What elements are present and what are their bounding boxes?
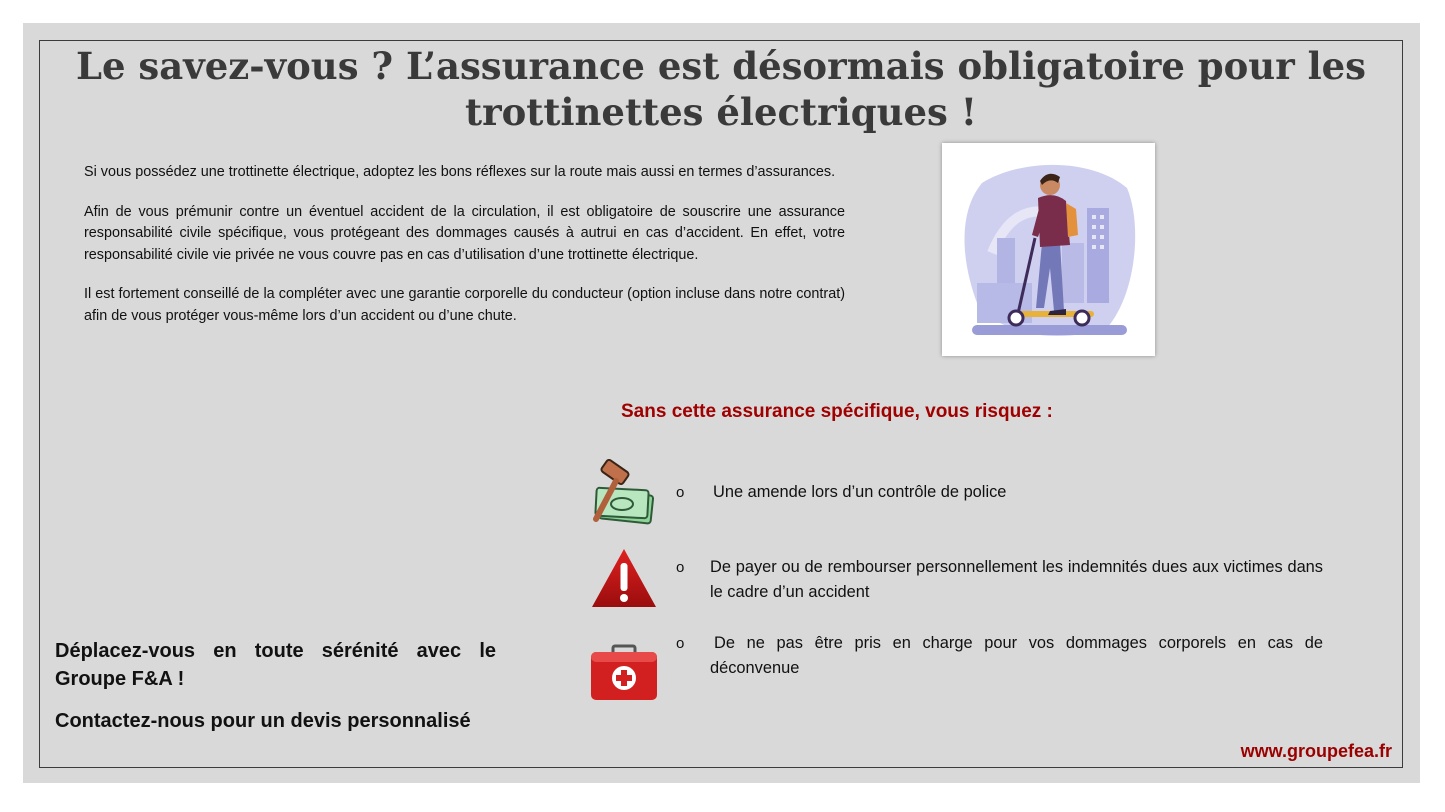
risk-item-2-text: De payer ou de rembourser personnellement les indemnités dues aux victimes dans le cadre d’un accident <box>710 558 1323 601</box>
intro-paragraph-1: Si vous possédez une trottinette électrique, adoptez les bons réflexes sur la route mais aussi en termes d’assurances. <box>84 164 836 180</box>
warning-triangle-icon <box>590 547 658 613</box>
slide <box>23 23 1420 783</box>
scooter-rider-icon <box>942 143 1155 356</box>
bullet-marker: o <box>676 635 685 652</box>
risks-heading: Sans cette assurance spécifique, vous risquez : <box>621 401 1053 422</box>
bullet-marker: o <box>676 559 685 576</box>
first-aid-kit-icon <box>589 644 659 706</box>
intro-paragraph-3: Il est fortement conseillé de la compléter avec une garantie corporelle du conducteur (option incluse dans notre contrat) afin de vous protéger vous-même lors d’un accident ou d’une chute. <box>84 286 845 324</box>
title-line-2: trottinettes électriques ! <box>465 90 977 134</box>
cta-line-1: Déplacez-vous en toute sérénité avec le Groupe F&A ! <box>55 640 496 690</box>
bullet-marker: o <box>676 484 685 501</box>
intro-paragraph-2: Afin de vous prémunir contre un éventuel accident de la circulation, il est obligatoire de souscrire une assurance responsabilité civile spécifique, vous protégeant des dommages causés à autrui en cas d’accident. En effet, votre responsabilité civile vie privée ne vous couvre pas en cas d’utilisation d’une trottinette électrique. <box>84 203 845 263</box>
risk-item-1-text: Une amende lors d’un contrôle de police <box>713 483 1007 501</box>
intro-text <box>84 162 845 345</box>
website-link[interactable]: www.groupefea.fr <box>1240 741 1392 761</box>
title-line-1: Le savez-vous ? L’assurance est désormais obligatoire pour les <box>75 44 1367 88</box>
gavel-money-icon <box>588 459 656 533</box>
cta-line-2: Contactez-nous pour un devis personnalisé <box>55 710 471 732</box>
page-title <box>63 43 1379 135</box>
scooter-illustration <box>942 143 1155 356</box>
risk-item-3-text: De ne pas être pris en charge pour vos dommages corporels en cas de déconvenue <box>710 634 1323 677</box>
